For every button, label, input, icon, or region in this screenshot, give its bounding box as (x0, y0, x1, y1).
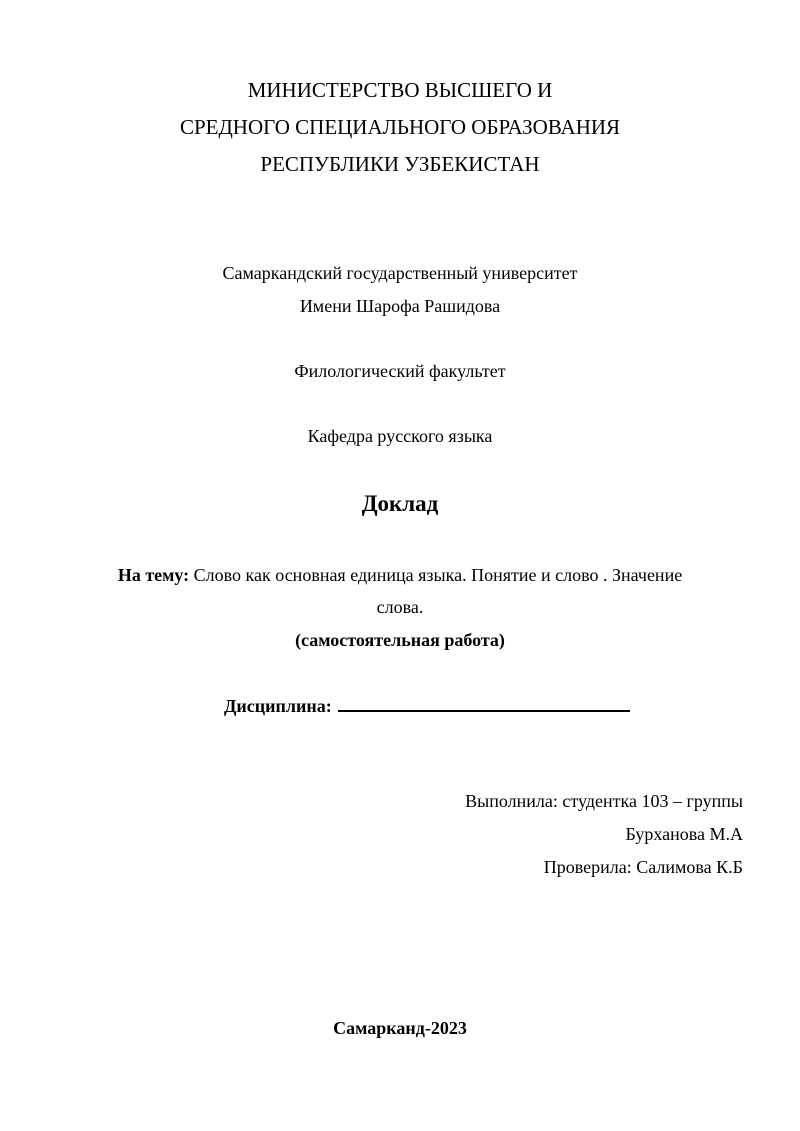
topic-text: Слово как основная единица языка. Понятие и слово . Значение (189, 565, 683, 585)
topic-line-1 (0, 564, 800, 586)
ministry-line-2: СРЕДНОГО СПЕЦИАЛЬНОГО ОБРАЗОВАНИЯ (179, 115, 621, 139)
work-type: (самостоятельная работа) (295, 630, 505, 650)
student-name: Бурханова М.А (625, 824, 743, 844)
topic-line-2: слова. (376, 597, 424, 617)
ministry-line-3: РЕСПУБЛИКИ УЗБЕКИСТАН (260, 152, 540, 176)
discipline-row (224, 692, 630, 717)
discipline-blank-line (338, 692, 630, 712)
topic-label: На тему: (117, 565, 190, 585)
discipline-label: Дисциплина: (224, 696, 332, 716)
performed-by: Выполнила: студентка 103 – группы (465, 791, 743, 811)
faculty-name: Филологический факультет (294, 361, 506, 381)
document-title: Доклад (361, 491, 439, 516)
city-year: Самарканд-2023 (333, 1018, 467, 1038)
department-name: Кафедра русского языка (307, 426, 493, 446)
checked-by: Проверила: Салимова К.Б (543, 857, 743, 877)
ministry-line-1: МИНИСТЕРСТВО ВЫСШЕГО И (247, 78, 553, 102)
university-dedication: Имени Шарофа Рашидова (299, 296, 501, 316)
university-name: Самаркандский государственный университет (222, 263, 578, 283)
